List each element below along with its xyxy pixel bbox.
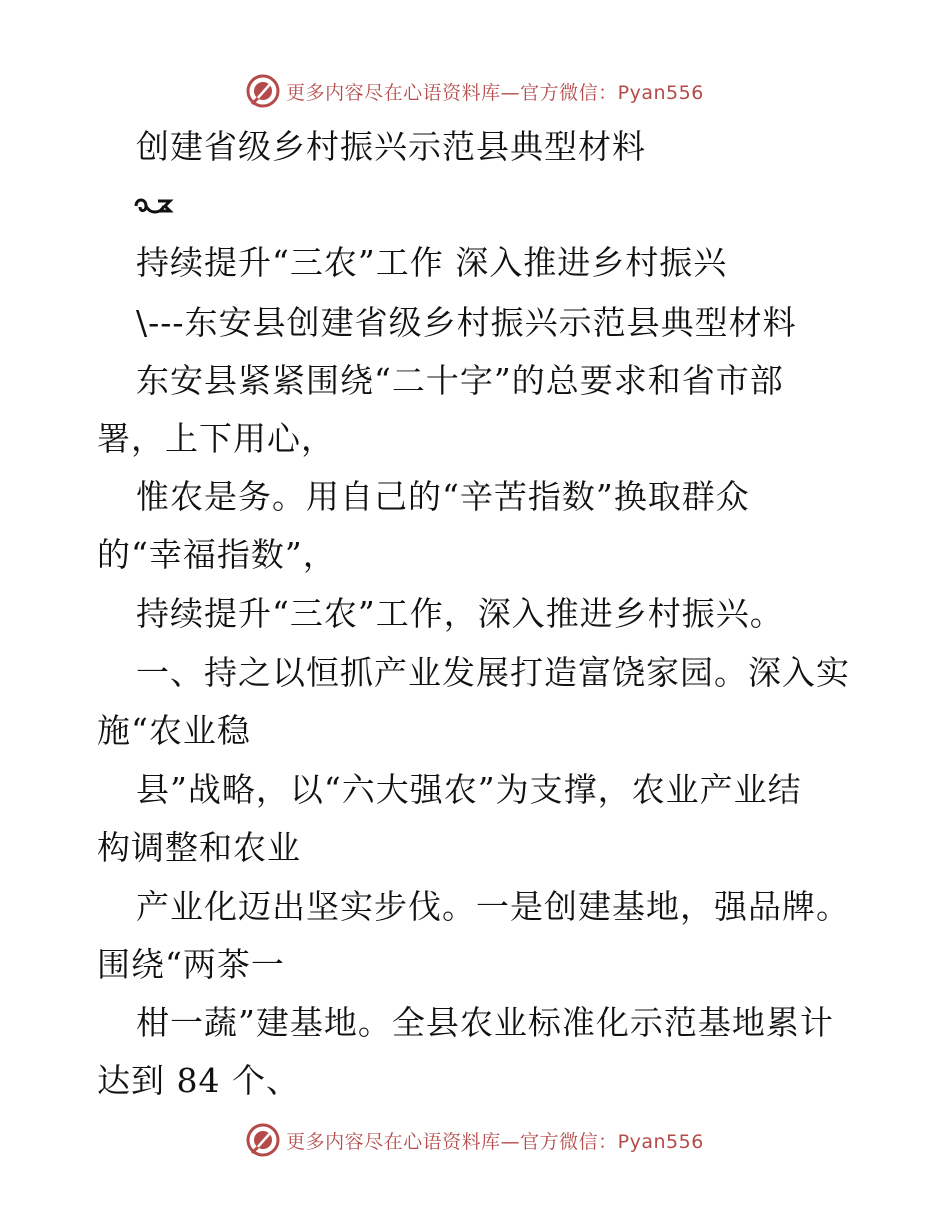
doc-line-12: 产业化迈出坚实步伐。一是创建基地，强品牌。 (136, 887, 850, 926)
doc-line-15: 达到 84 个、 (97, 1061, 300, 1100)
logo-icon (246, 74, 280, 108)
footer-banner (0, 1120, 950, 1160)
doc-line-5: 惟农是务。用自己的“辛苦指数”换取群众 (136, 477, 750, 516)
ornament-icon (132, 192, 174, 220)
footer-banner-text: 更多内容尽在心语资料库—官方微信：Pyan556 (286, 1130, 704, 1153)
header-banner (0, 71, 950, 111)
document-title: 创建省级乡村振兴示范县典型材料 (136, 127, 646, 166)
doc-line-6: 的“幸福指数”， (97, 535, 337, 574)
doc-line-8: 一、持之以恒抓产业发展打造富饶家园。深入实 (136, 653, 850, 692)
logo-icon (246, 1123, 280, 1157)
doc-line-1: 持续提升“三农”工作 深入推进乡村振兴 (136, 243, 728, 282)
doc-line-14: 柑一蔬”建基地。全县农业标准化示范基地累计 (136, 1003, 834, 1042)
doc-line-3: 东安县紧紧围绕“二十字”的总要求和省市部 (136, 361, 784, 400)
doc-line-9: 施“农业稳 (97, 711, 251, 750)
doc-line-2: \---东安县创建省级乡村振兴示范县典型材料 (136, 303, 797, 342)
header-banner-text: 更多内容尽在心语资料库—官方微信：Pyan556 (286, 81, 704, 104)
doc-line-13: 围绕“两茶一 (97, 945, 285, 984)
doc-line-7: 持续提升“三农”工作，深入推进乡村振兴。 (136, 594, 784, 633)
doc-line-10: 县”战略，以“六大强农”为支撑，农业产业结 (136, 770, 802, 809)
doc-line-4: 署，上下用心， (97, 419, 335, 458)
doc-line-11: 构调整和农业 (97, 828, 301, 867)
